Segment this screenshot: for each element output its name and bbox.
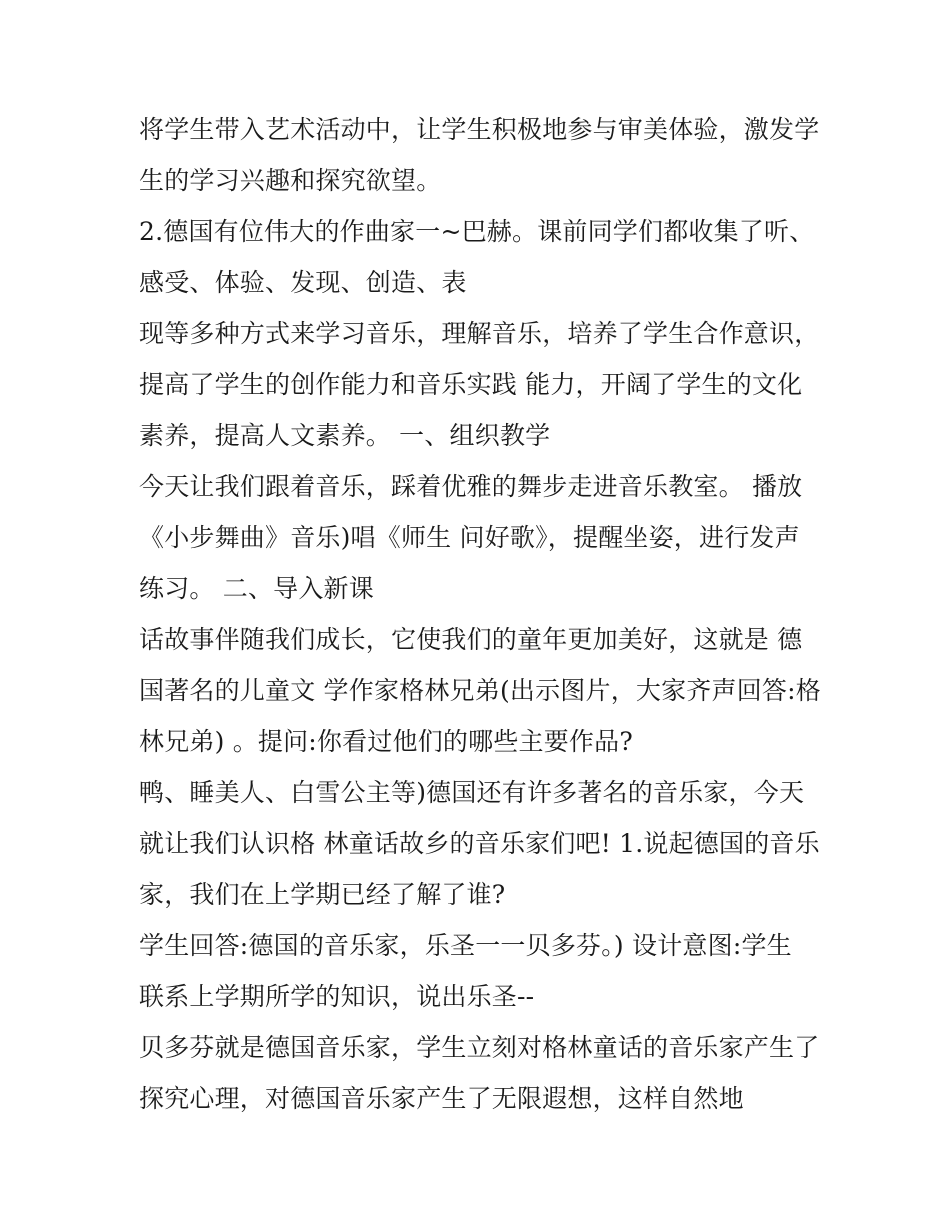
text-line: 提高了学生的创作能力和音乐实践 能力，开阔了学生的文化 [139,370,803,399]
text-line: 林兄弟) 。提问:你看过他们的哪些主要作品? [139,727,633,756]
text-line: 将学生带入艺术活动中，让学生积极地参与审美体验，激发学 [139,115,820,144]
document-body [139,104,829,1124]
text-line: 国著名的儿童文 学作家格林兄弟(出示图片，大家齐声回答:格 [139,676,821,705]
text-line: 就让我们认识格 林童话故乡的音乐家们吧! 1.说起德国的音乐 [139,829,820,858]
text-line: 《小步舞曲》音乐)唱《师生 问好歌》，提醒坐姿，进行发声 [139,523,800,552]
text-line: 贝多芬就是德国音乐家，学生立刻对格林童话的音乐家产生了 [139,1033,820,1062]
text-line: 家，我们在上学期已经了解了谁? [139,880,506,909]
text-line: 今天让我们跟着音乐，踩着优雅的舞步走进音乐教室。 播放 [139,472,803,501]
text-line: 联系上学期所学的知识，说出乐圣-- [139,982,535,1011]
text-line: 现等多种方式来学习音乐，理解音乐，培养了学生合作意识， [139,319,820,348]
text-line: 练习。 二、导入新课 [139,574,374,603]
text-line: 2.德国有位伟大的作曲家一~巴赫。课前同学们都收集了听、 [139,217,815,246]
text-line: 探究心理，对德国音乐家产生了无限遐想，这样自然地 [139,1084,744,1113]
text-line: 学生回答:德国的音乐家，乐圣一一贝多芬。) 设计意图:学生 [139,931,792,960]
text-line: 素养，提高人文素养。 一、组织教学 [139,421,551,450]
text-line: 生的学习兴趣和探究欲望。 [139,166,442,195]
text-line: 鸭、睡美人、白雪公主等)德国还有许多著名的音乐家，今天 [139,778,805,807]
text-line: 话故事伴随我们成长，它使我们的童年更加美好，这就是 德 [139,625,803,654]
text-line: 感受、体验、发现、创造、表 [139,268,467,297]
